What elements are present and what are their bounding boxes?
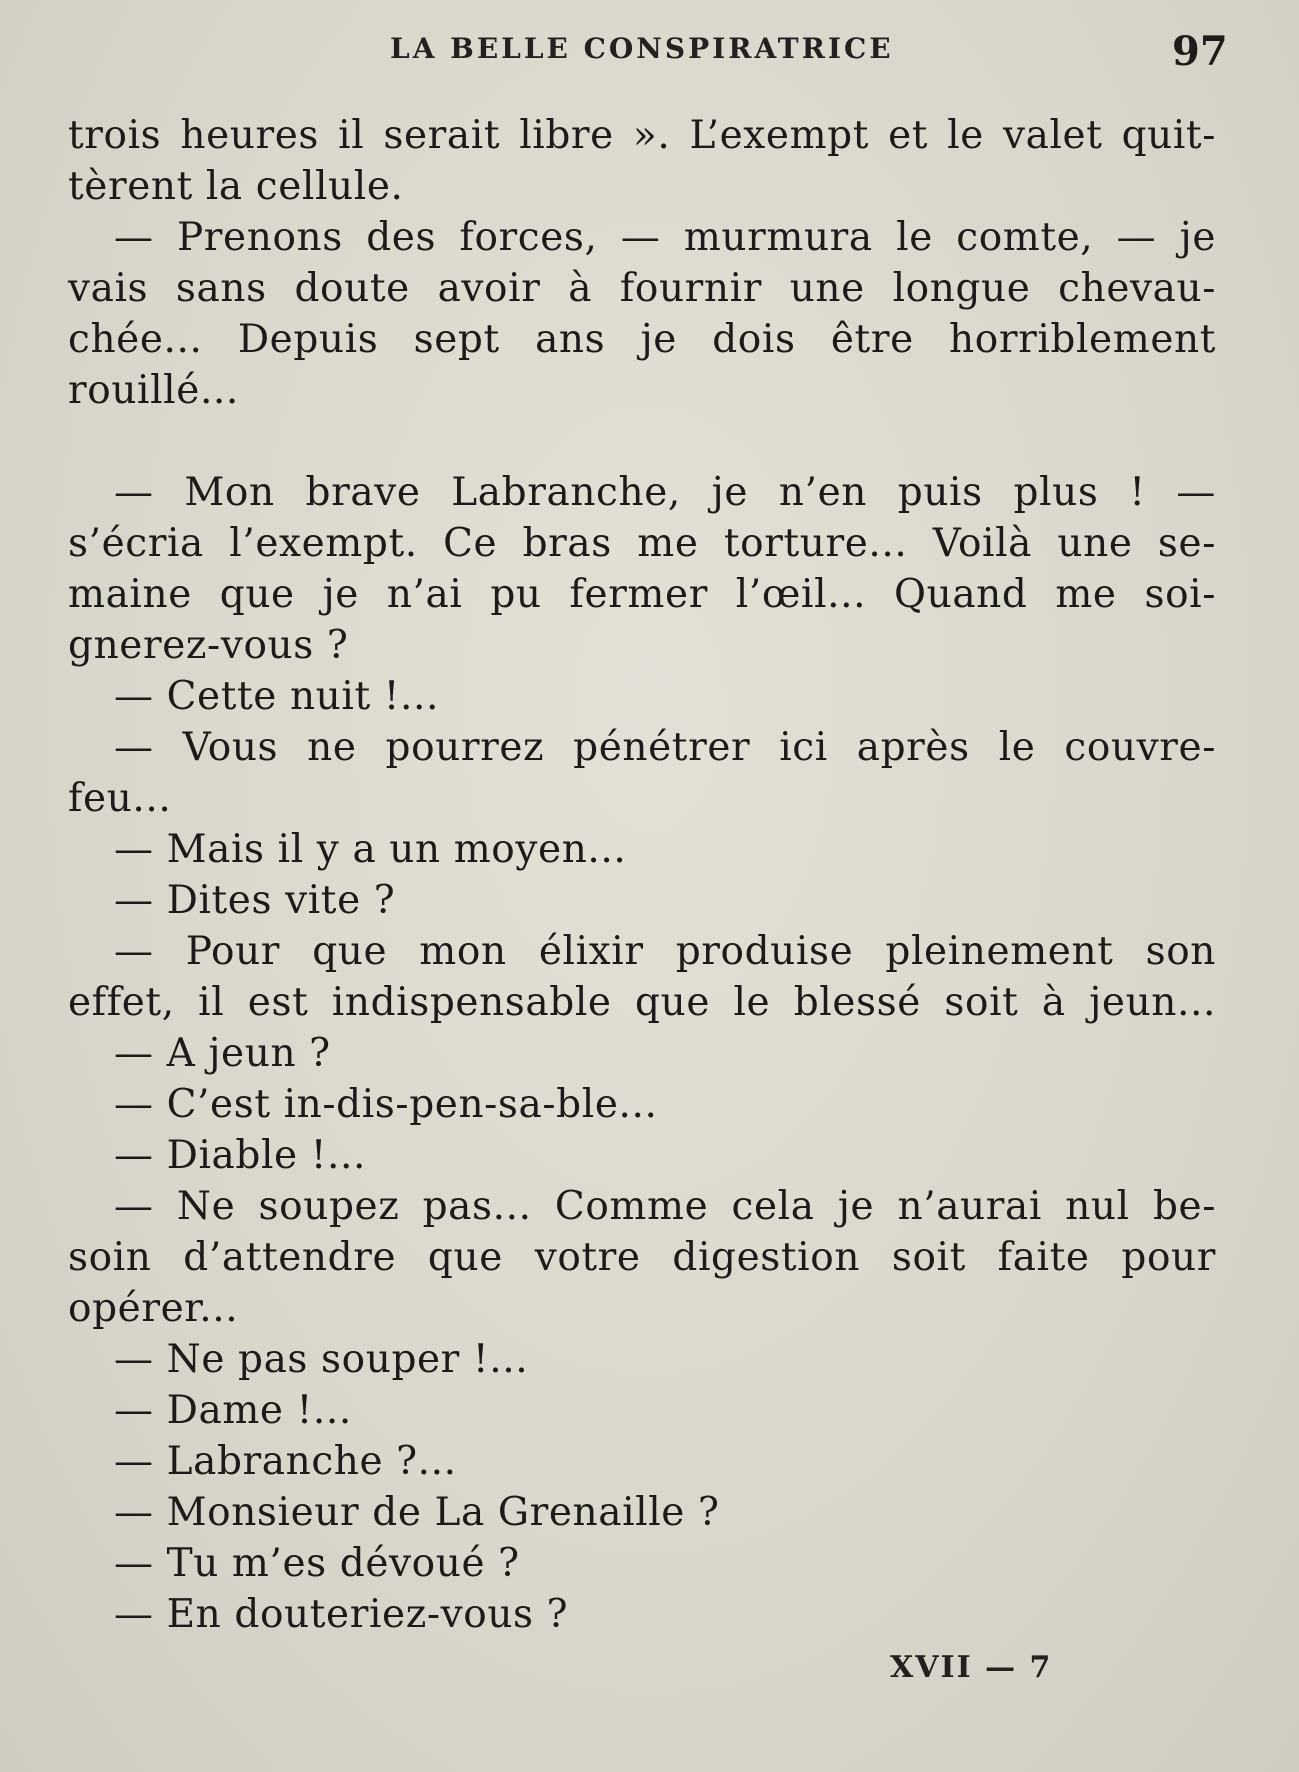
text-line: — Pour que mon élixir produise pleinement son	[114, 929, 1216, 974]
text-line: vais sans doute avoir à fournir une longue chevau-	[68, 266, 1216, 311]
text-line: — Ne soupez pas... Comme cela je n’aurai nul be-	[114, 1184, 1216, 1229]
text-line: feu...	[68, 776, 172, 821]
text-line: — Dites vite ?	[114, 878, 396, 923]
text-line: — En douteriez-vous ?	[114, 1592, 569, 1637]
text-line: — Diable !...	[114, 1133, 366, 1178]
text-line: opérer...	[68, 1286, 239, 1331]
text-line: rouillé...	[68, 368, 239, 413]
text-line: — Labranche ?...	[114, 1439, 457, 1484]
text-line: — Vous ne pourrez pénétrer ici après le couvre-	[114, 725, 1216, 770]
text-line: — C’est in-dis-pen-sa-ble...	[114, 1082, 658, 1127]
body-text	[68, 110, 1216, 1640]
text-line: chée... Depuis sept ans je dois être horriblement	[68, 317, 1216, 362]
text-line: s’écria l’exempt. Ce bras me torture... Voilà une se-	[68, 521, 1216, 566]
text-line: — Cette nuit !...	[114, 674, 439, 719]
page-number: 97	[1172, 28, 1228, 75]
text-line: — Mais il y a un moyen...	[114, 827, 627, 872]
running-title: LA BELLE CONSPIRATRICE	[390, 32, 894, 65]
text-line: — A jeun ?	[114, 1031, 331, 1076]
text-line: — Prenons des forces, — murmura le comte, — je	[114, 215, 1216, 260]
running-head	[0, 28, 1299, 75]
text-line: — Mon brave Labranche, je n’en puis plus ! —	[114, 470, 1216, 515]
text-line: — Ne pas souper !...	[114, 1337, 529, 1382]
text-line: effet, il est indispensable que le blessé soit à jeun...	[68, 980, 1216, 1025]
text-line: soin d’attendre que votre digestion soit faite pour	[68, 1235, 1216, 1280]
text-line: gnerez-vous ?	[68, 623, 349, 668]
text-line: trois heures il serait libre ». L’exempt et le valet quit-	[68, 113, 1216, 158]
text-line: tèrent la cellule.	[68, 164, 404, 209]
text-line: — Tu m’es dévoué ?	[114, 1541, 520, 1586]
signature-mark: XVII — 7	[890, 1650, 1053, 1685]
text-line: — Dame !...	[114, 1388, 352, 1433]
blank-line	[68, 416, 1216, 467]
text-line: — Monsieur de La Grenaille ?	[114, 1490, 720, 1535]
text-line: maine que je n’ai pu fermer l’œil... Quand me soi-	[68, 572, 1216, 617]
